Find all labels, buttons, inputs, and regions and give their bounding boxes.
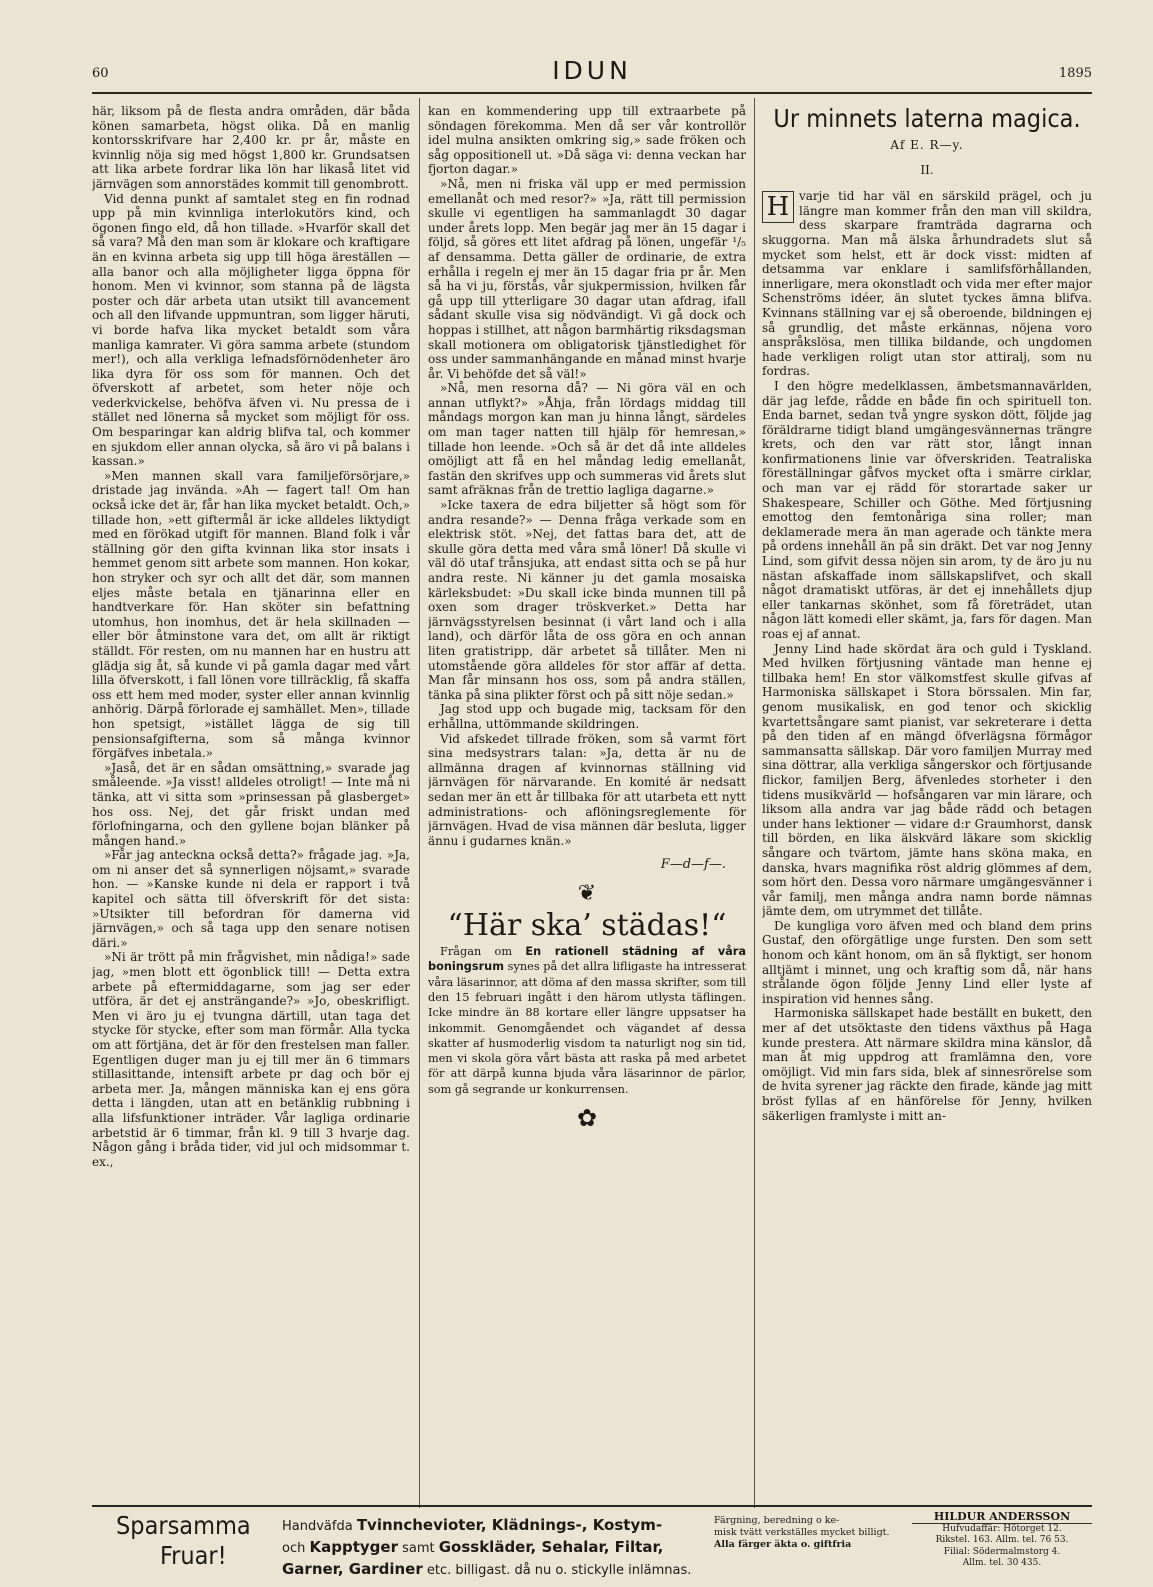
ad-dyeing-text [714, 1515, 914, 1551]
paragraph: »Får jag anteckna också detta?» frågade jag. »Ja, om ni anser det så synnerligen nöjsamt,» svarade hon. — »Kanske kunde ni dela er rapport i två kapitel och sätta till öfverskrift för det sista: »Utsikter till befordran för damerna vid järnvägen,» och så taga upp den senare notisen däri.» [92, 848, 410, 950]
paragraph: I den högre medelklassen, ämbetsmannavärlden, där jag lefde, rådde en både fin och spirituell ton. Enda barnet, sedan två yngre syskon dött, följde jag föräldrarne tidigt bland umgängesvännernas trängre krets, och den var rätt stor, långt innan konfirmationens linie var öfverskriden. Teatraliska föreställningar gåfvos mycket ofta i smärre cirklar, och man var ej rädd för storartade saker ur Shakespeare, Schiller och Göthe. Med förtjusning emottog den femtonåriga sina roller; man deklamerade mera än man agerade och tänkte mera på ordens innehåll än på sin dräkt. Det var nog Jenny Lind, som gifvit dessa nöjen sin arom, ty de äro ju nu nästan afskaffade inom sällskapslifvet, och skall något dramatiskt utföras, är det ej innehållets djup eller tankarnas skönhet, som få företrädet, utan någon lätt komedi eller skämt, ja, fars för dagen. Man roas ej af annat. [762, 378, 1092, 641]
column-divider [754, 98, 755, 1508]
ad-line [282, 1515, 722, 1537]
ad-shop-name: HILDUR ANDERSSON [912, 1511, 1092, 1524]
paragraph: »Nå, men ni friska väl upp er med permission emellanåt och med resor?» »Ja, rätt till permission skulle vi egentligen ha sammanlagdt 30 dagar under årets lopp. Men begär jag mer än 15 dagar i följd, så göres ett litet afdrag på lönen, ungefär ¹/₅ af densamma. Detta gäller de ordinarie, de extra erhålla i regeln ej mer än 15 dagar fria pr år. Men så ha vi ju, förstås, vår sjukpermission, hvilken får gå upp till ytterligare 30 dagar utan afdrag, ifall sådant skulle visa sig nödvändigt. Vi gå dock och hoppas i stillhet, att någon barmhärtig riksdagsman skall motionera om obligatorisk tjänstledighet för oss under sammanhängande en månad minst hvarje år. Vi behöfde det så väl!» [428, 176, 746, 381]
ad-contact [912, 1511, 1092, 1570]
ad-main-text [282, 1515, 722, 1581]
bold-phrase: Garner, Gardiner [282, 1560, 423, 1578]
text-span: synes på det allra lifligaste ha intresserat våra läsarinnor, att döma af den massa skrifter, som till den 15 februari ingått i den härom utlysta täflingen. Icke mindre än 88 kortare eller längre uppsatser ha inkommit. Genomgåendet och vägandet af dessa skatter af husmoderlig visdom ta naturligt nog sin tid, men vi skola göra vårt bästa att raska på med arbetet för att därpå kunna bjuda våra läsarinnor de pärlor, som gå segrande ur konkurrensen. [428, 960, 746, 1096]
page-number: 60 [92, 66, 109, 81]
ad-line: Alla färger äkta o. giftfria [714, 1539, 852, 1550]
paragraph: Vid afskedet tillrade fröken, som så varmt fört sina medsystrars talan: »Ja, detta är nu de allmänna dragen af kvinnornas ställning vid järnvägen för närvarande. En komité är nedsatt sedan mer än ett år tillbaka för att utarbeta ett nytt administrations- och aflöningsreglemente för järnvägen. Hvad de visa männen där besluta, ligger ännu i gudarnes knän.» [428, 731, 746, 848]
text-span: varje tid har väl en särskild prägel, och ju längre man kommer från den man vill skildra, dess skarpare framträda dagrarna och skuggorna. Man må älska århundradets slut så mycket som helst, ett är dock visst: midten af detsamma var enklare i samlifsförhållanden, innerligare, mera okonstladt och vida mer efter major Schenströms idéer, än slutet tyckes ämna blifva. Kvinnans ställning var ej så oberoende, bildningen ej så grundlig, det måste erkännas, nöjena voro anspråkslösa, men tillika bildande, och ungdomen hade verkligen roligt utan stor attiralj, som nu fordras. [762, 189, 1092, 379]
ad-line [282, 1559, 722, 1581]
bold-phrase: Tvinnchevioter, Klädnings-, Kostym- [356, 1516, 663, 1534]
paragraph: här, liksom på de flesta andra områden, där båda könen samarbeta, högst olika. Då en manlig kontorsskrifvare har 2,400 kr. pr år, måste en kvinnlig nöja sig med högst 1,800 kr. Grundsatsen att lika arbete fordrar lika lön har likaså litet vid järnvägen som annorstädes kommit till genombrott. [92, 104, 410, 191]
bold-phrase: Gosskläder, Sehalar, Filtar, [438, 1538, 664, 1556]
paragraph [762, 189, 1092, 379]
column-3 [762, 104, 1092, 1504]
ad-brand [116, 1511, 296, 1571]
advertisement [92, 1505, 1092, 1577]
part-number: II. [920, 162, 934, 177]
ad-line: Färgning, beredning o ke- [714, 1515, 840, 1526]
text-span: samt [397, 1541, 439, 1556]
article-byline: Af E. R—y. [890, 138, 964, 152]
column-2 [428, 104, 746, 1504]
paragraph: Harmoniska sällskapet hade beställt en bukett, den mer af det utsöktaste den tidens växthus på Haga kunde prestera. Att närmare skildra mina känslor, då man åt mig uppdrog att framlämna den, vore omöjligt. Vid min fars sida, blek af sinnesrörelse som de hvita syrener jag räckte den firade, kände jag mitt bröst fyllas af en hänförelse för Jenny, hvilken säkerligen framlyste i mitt an- [762, 1006, 1092, 1123]
paragraph: Vid denna punkt af samtalet steg en fin rodnad upp på min kvinnliga interlokutörs kind, och ögonen fingo eld, då hon tillade. »Hvarför skall det så vara? Må den man som är klokare och kraftigare än en kvinna arbeta sig upp till höga äreställen — alla banor och alla möjligheter ligga öppna för honom. Men vi kvinnor, som stanna på de lägsta poster och där arbeta utan utsikt till avancement och all den lifvande uppmuntran, som ligger häruti, vi borde hafva lika mycket betaldt som våra manliga kamrater. Vi göra samma arbete (stundom mer!), och alla verkliga lefnadsförnödenheter äro lika dyra för oss som för mannen. Och det öfverskott af arbetet, som heter nöje och vederkvickelse, behöfva äfven vi. Nu pressa de i stället ned lönerna så mycket som möjligt för oss. Om besparingar kan aldrig blifva tal, och kommer en sjukdom eller annan olycka, så äro vi på balans i kassan.» [92, 191, 410, 469]
column-1 [92, 104, 410, 1504]
ad-line: Filial: Södermalmstorg 4. [943, 1546, 1061, 1557]
paragraph: »Men mannen skall vara familjeförsörjare,» dristade jag invända. »Ah — fagert tal! Om han också icke det är, får han lika mycket betaldt. Och,» tillade hon, »ett giftermål är icke alldeles liktydigt med en förökad utgift för mannen. Bland folk i vår ställning gör den gifta kvinnan lika stor insats i hemmet genom sitt arbete som mannen. Hon kokar, hon stryker och syr och allt det där, som mannen eljes måste betala en tjänarinna eller en handtverkare för. Han sköter sin befattning utomhus, hon inomhus, det är hela skillnaden — eller bör åtminstone vara det, om allt är riktigt ställdt. För resten, om nu mannen har en hustru att glädja sig åt, så kunde vi på gamla dagar med vårt lilla öfverskott, i fall lönen vore tillräcklig, få skaffa oss ett hem med moder, syster eller annan kvinnlig anhörig. Därpå förlorade ej samhället. Men», tillade hon spetsigt, »istället lägga de sig till pensionsafgifterna, som så många kvinnor förgäfves inbetala.» [92, 468, 410, 761]
paragraph: »Nå, men resorna då? — Ni göra väl en och annan utflykt?» »Åhja, från lördags middag till måndags morgon kan man ju hinna långt, särdeles om man tager natten till hjälp för hemresan,» tillade hon leende. »Och så är det då inte alldeles omöjligt att få en hel måndag ledig emellanåt, fastän den skrifves upp och summeras vid årets slut samt afräknas från de trettio lagliga dagarne.» [428, 381, 746, 498]
magazine-title: IDUN [552, 56, 632, 85]
ornament-icon: ❦ [577, 880, 597, 906]
paragraph: Jag stod upp och bugade mig, tacksam för den erhållna, uttömmande skildringen. [428, 702, 746, 731]
text-span: Handväfda [282, 1519, 357, 1534]
bold-phrase: En rationell städning af våra boningsrum [428, 945, 746, 974]
ad-brand-line: Sparsamma [116, 1511, 251, 1540]
ad-line: Rikstel. 163. Allm. tel. 76 53. [935, 1535, 1069, 1545]
flower-ornament-icon: ✿ [576, 1104, 598, 1133]
paragraph: De kungliga voro äfven med och bland dem prins Gustaf, den oförgätlige unge fursten. Den som sett honom och känt honom, om än så flyktigt, ser honom alltjämt i minnet, ung och kraftig som då, när hans strålande ögon följde Jenny Lind eller lyste af inspiration vid hennes sång. [762, 918, 1092, 1006]
text-span: etc. billigast. då nu o. stickylle inlämnas. [422, 1563, 692, 1578]
header-rule [92, 92, 1092, 94]
paragraph: »Icke taxera de edra biljetter så högt som för andra resande?» — Denna fråga verkade som en elektrisk stöt. »Nej, det fattas bara det, att de skulle göra detta med våra små löner! Då skulle vi väl dö utaf trånsjuka, att endast sitta och se på hur andra reste. Ni känner ju det gamla mosaiska kärleksbudet: »Du skall icke binda munnen till på oxen som drager tröskverket.» Detta har järnvägsstyrelsen besinnat (i vårt land och i alla land), och därför låta de oss göra en och annan liten gratistripp, där arbetet så tillåter. Men ni utomstående göra alldeles för stor affär af detta. Man får minsann hos oss, som på andra ställen, tänka på sina plikter först och på sitt nöje sedan.» [428, 498, 746, 702]
page-header [92, 56, 1092, 90]
ad-brand-line: Fruar! [160, 1541, 227, 1570]
year: 1895 [1058, 66, 1092, 81]
paragraph: »Jaså, det är en sådan omsättning,» svarade jag småleende. »Ja visst! alldeles otroligt! — Inte må ni tänka, att vi sitta som »prinsessan på glasberget» hos oss. Nej, det går friskt undan med förlofningarna, och den gyllene bojan blänker på mången hand.» [92, 760, 410, 848]
paragraph: Jenny Lind hade skördat ära och guld i Tyskland. Med hvilken förtjusning väntade man henne ej tillbaka hem! En stor välkomstfest skulle gifvas af Harmoniska sällskapet i Stora börssalen. Min far, genom musikalisk, en god tenor och skicklig kvartettsångare samt pianist, var sekreterare i detta på den tiden af en mängd öfverlägsna förmågor sammansatta sällskap. Där voro familjen Murray med sina döttrar, alla verkliga sångerskor och förtjusande flickor, familjen Berg, äfvenledes storheter i den tidens musikvärld — hofsångaren var min lärare, och liksom alla andra var jag både rädd och betagen under hans lektioner — vidare d:r Graumhorst, dansk till börden, en lika älskvärd läkare som skicklig sångare och tvärtom, jämte hans sköna maka, en danska, hvars magnifika röst aldrig glömmes af dem, som hört den. Dessa voro närmare umgängesvänner i vår familj, men många andra namn borde nämnas jämte dem, om utrymmet det tillåte. [762, 641, 1092, 919]
text-span: och [282, 1541, 310, 1556]
ad-line: Allm. tel. 30 435. [962, 1558, 1042, 1568]
ad-line [282, 1537, 722, 1559]
article-title: Ur minnets laterna magica. [773, 104, 1081, 133]
column-divider [419, 98, 420, 1508]
bold-phrase: Kapptyger [309, 1538, 398, 1556]
paragraph: kan en kommendering upp till extraarbete på söndagen förekomma. Men då ser vår kontrollör idel mulna ansikten omkring sig,» sade fröken och såg oppositionell ut. »Då säga vi: denna veckan har fjorton dagar.» [428, 104, 746, 177]
paragraph: »Ni är trött på min frågvishet, min nådiga!» sade jag, »men blott ett ögonblick till! — Detta extra arbete på eftermiddagarne, som jag ser eder utföra, är det ej ansträngande?» »Jo, obeskrifligt. Men vi äro ju ej tvungna därtill, utan taga det stycke för stycke, efter som man förmår. Alla tycka om att förtjäna, det är för den frestelsen man faller. Egentligen duger man ju ej till mer än 6 timmars stillasittande, intensift arbete pr dag och bör ej arbeta mer. Ja, mången människa kan ej ens göra detta i längden, utan att en betänklig rubbning i alla lifsfunktioner inträder. Vår lagliga ordinarie arbetstid är 6 timmar, från kl. 9 till 3 hvarje dag. Någon gång i bråda tider, vid jul och midsommar t. ex., [92, 950, 410, 1169]
ad-line: Hufvudaffär: Hötorget 12. [942, 1523, 1062, 1534]
subarticle-title: “Här ska’ städas!“ [447, 908, 727, 944]
subarticle-body [428, 944, 746, 1097]
text-span: Frågan om [440, 945, 526, 959]
drop-cap: H [762, 191, 794, 223]
author-signature: F—d—f—. [660, 857, 726, 873]
ad-line: misk tvätt verkställes mycket billigt. [714, 1527, 890, 1538]
